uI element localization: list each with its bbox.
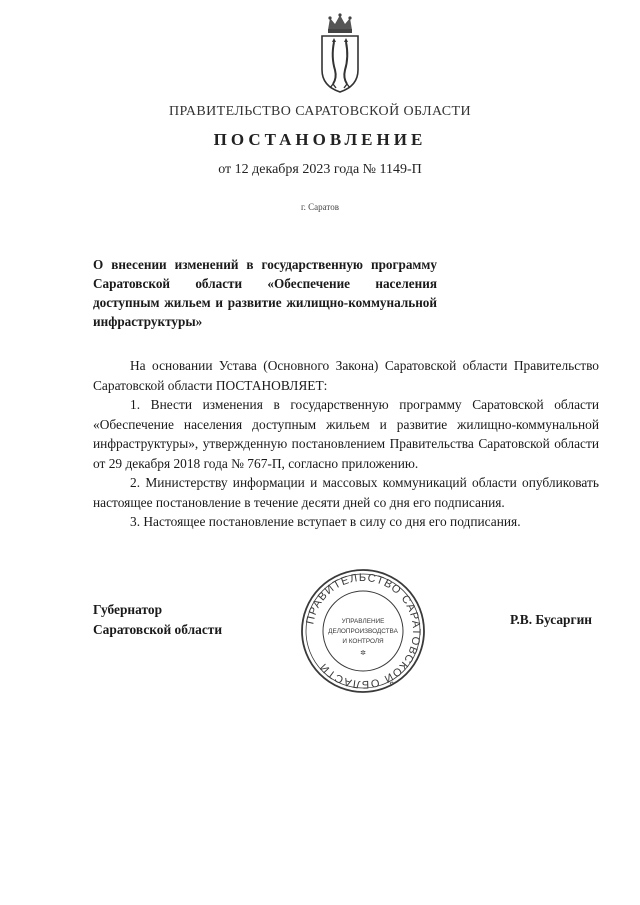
official-stamp bbox=[299, 567, 427, 695]
document-body bbox=[93, 356, 599, 532]
signer-title-line: Губернатор bbox=[93, 602, 163, 617]
document-place: г. Саратов bbox=[301, 202, 339, 212]
stamp-inner-line: И КОНТРОЛЯ bbox=[342, 638, 384, 645]
stamp-inner-line: ДЕЛОПРОИЗВОДСТВА bbox=[328, 628, 398, 635]
body-item: 3. Настоящее постановление вступает в силу со дня его подписания. bbox=[130, 514, 521, 529]
body-item: 2. Министерству информации и массовых коммуникаций области опубликовать настоящее постановление в течение десяти дней со дня его подписания. bbox=[93, 475, 599, 510]
stamp-star-icon: ✲ bbox=[360, 649, 366, 657]
signer-name: Р.В. Бусаргин bbox=[509, 612, 592, 627]
signer-title bbox=[93, 600, 222, 639]
stamp-inner-line: УПРАВЛЕНИЕ bbox=[341, 618, 385, 625]
coat-of-arms-icon bbox=[316, 12, 364, 94]
document-type: ПОСТАНОВЛЕНИЕ bbox=[213, 130, 427, 149]
body-item: 1. Внести изменения в государственную программу Саратовской области «Обеспечение населения доступным жильем и развитие жилищно-коммунальной инфраструктуры», утвержденную постановлением Правительства Саратовской области от 29 декабря 2018 года № 767-П, согласно приложению. bbox=[93, 397, 599, 471]
preamble-paragraph: На основании Устава (Основного Закона) Саратовской области Правительство Саратовской области ПОСТАНОВЛЯЕТ: bbox=[93, 358, 599, 393]
document-date-number: от 12 декабря 2023 года № 1149-П bbox=[218, 162, 422, 177]
signer-title-line: Саратовской области bbox=[93, 621, 223, 637]
document-subject: О внесении изменений в государственную программу Саратовской области «Обеспечение населения доступным жильем и развитие жилищно-коммунальной инфраструктуры» bbox=[93, 257, 437, 329]
stamp-outer-text: ПРАВИТЕЛЬСТВО САРАТОВСКОЙ ОБЛАСТИ bbox=[304, 571, 423, 691]
organization-name: ПРАВИТЕЛЬСТВО САРАТОВСКОЙ ОБЛАСТИ bbox=[168, 104, 471, 119]
